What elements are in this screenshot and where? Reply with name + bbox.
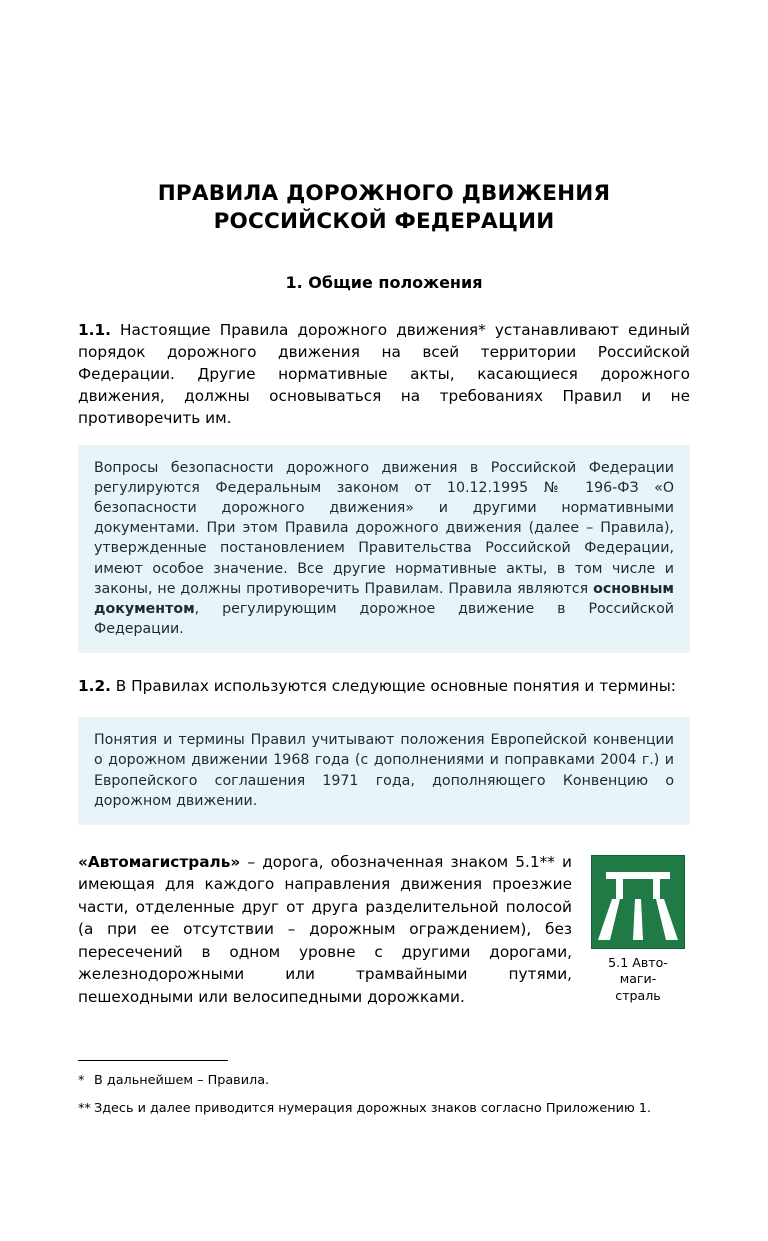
note-box-2 (78, 717, 690, 825)
clause-1-1 (78, 319, 690, 429)
footnote-1-mark: * (78, 1073, 85, 1088)
note-1-bold: основным документом (94, 580, 674, 617)
road-sign-caption-line-2: маги- (619, 971, 657, 987)
document-content (78, 180, 690, 1008)
page-title (78, 180, 690, 237)
term-name: «Автомагистраль» (78, 852, 241, 871)
note-1-part-1: Вопросы безопасности дорожного движения в Российской Федерации регулируются Федеральным законом от 10.12.1995 № 196-ФЗ «О безопасности дорожного движения» и другими нормативными документами. При этом Правила дорожного движения (далее – Правила), утвержденные постановлением Правительства Российской Федерации, имеют особое значение. Все другие нормативные акты, в том числе и законы, не должны противоречить Правилам. Правила являются (94, 459, 674, 597)
note-2-part-1: Понятия и термины Правил учитывают положения Европейской конвенции о дорожном движении 1968 года (с дополнениями и поправками 2004 г.) и Европейского соглашения 1971 года, дополняющего Конвенцию о дорожном движении. (94, 732, 674, 809)
footnote-divider (78, 1060, 228, 1061)
note-1-part-2: , регулирующим дорожное движение в Российской Федерации. (94, 600, 674, 638)
road-sign-figure (586, 855, 690, 1004)
clause-number: 1.2. (78, 677, 111, 696)
clause-1-2 (78, 675, 690, 697)
road-sign-caption (586, 955, 690, 1004)
footnote-1-text: В дальнейшем – Правила. (94, 1073, 270, 1088)
footnote-1 (78, 1072, 690, 1090)
footnotes (78, 1060, 690, 1128)
clause-number: 1.1. (78, 320, 111, 339)
motorway-symbol-icon (598, 862, 678, 942)
footnote-2 (78, 1100, 690, 1118)
road-sign-caption-line-3: страль (615, 987, 661, 1003)
clause-text: Настоящие Правила дорожного движения* устанавливают единый порядок дорожного движения на всей территории Российской Федерации. Другие нормативные акты, касающиеся дорожного движения, должны основываться на требованиях Правил и не противоречить им. (78, 320, 690, 427)
page-title-line-2: РОССИЙСКОЙ ФЕДЕРАЦИИ (213, 209, 555, 235)
term-block-motorway (78, 851, 690, 1008)
road-sign-5-1-motorway (591, 855, 685, 949)
page-title-line-1: ПРАВИЛА ДОРОЖНОГО ДВИЖЕНИЯ (157, 181, 611, 206)
footnote-2-text: Здесь и далее приводится нумерация дорожных знаков согласно Приложению 1. (94, 1101, 652, 1117)
clause-text: В Правилах используются следующие основные понятия и термины: (110, 677, 676, 696)
note-box-1 (78, 445, 690, 653)
term-text: – дорога, обозначенная знаком 5.1** и имеющая для каждого направления движения проезжие части, отделенные друг от друга разделительной полосой (а при ее отсутствии – дорожным ограждением), без пересечений в одном уровне с другими дорогами, железнодорожными или трамвайными путями, пешеходными или велосипедными дорожками. (78, 852, 572, 1006)
road-sign-graphic (598, 862, 678, 942)
section-heading: 1. Общие положения (285, 272, 483, 292)
note-text-1 (94, 458, 674, 639)
road-sign-caption-line-1: 5.1 Авто- (608, 954, 668, 970)
footnote-2-mark: ** (78, 1101, 91, 1117)
note-text-2 (94, 730, 674, 811)
